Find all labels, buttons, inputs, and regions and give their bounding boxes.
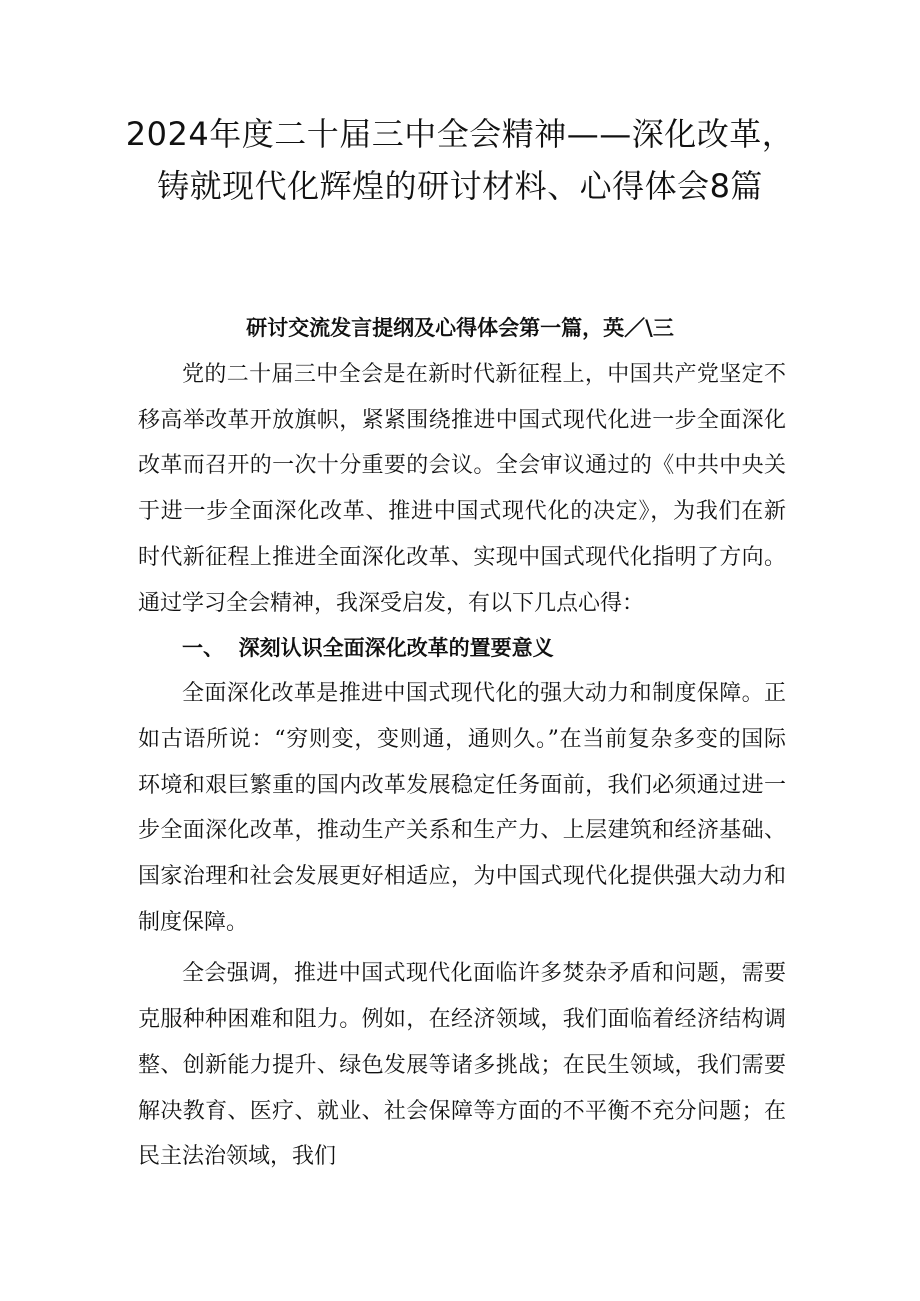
paragraph-challenges: 全会强调，推进中国式现代化面临许多焚杂矛盾和问题，需要克服种种困难和阻力。例如，在经济领域，我们面临着经济结构调整、创新能力提升、绿色发展等诸多挑战；在民生领域，我们需要解决教育、医疗、就业、社会保障等方面的不平衡不充分问题；在民主法治领域，我们	[138, 961, 786, 1170]
paragraph-significance: 全面深化改革是推进中国式现代化的强大动力和制度保障。正如古语所说：“穷则变，变则通，通则久。”在当前复杂多变的国际环境和艰巨繁重的国内改革发展稳定任务面前，我们必须通过进一步全面深化改革，推动生产关系和生产力、上层建筑和经济基础、国家治理和社会发展更好相适应，为中国式现代化提供强大动力和制度保障。	[138, 681, 786, 935]
paragraph-intro: 党的二十届三中全会是在新时代新征程上，中国共产党坚定不移高举改革开放旗帜，紧紧围绕推进中国式现代化进一步全面深化改革而召开的一次十分重要的会议。全会审议通过的《中共中央关于进一步全面深化改革、推进中国式现代化的决定》，为我们在新时代新征程上推进全面深化改革、实现中国式现代化指明了方向。通过学习全会精神，我深受启发，有以下几点心得：	[138, 362, 786, 616]
document-title: 2024年度二十届三中全会精神——深化改革，铸就现代化辉煌的研讨材料、心得体会8篇	[125, 115, 795, 205]
section-heading-1: 一、 深刻认识全面深化改革的置要意义	[182, 636, 554, 661]
document-subtitle: 研讨交流发言提纲及心得体会第一篇，英／\三	[246, 316, 674, 340]
document-body	[138, 352, 786, 1180]
